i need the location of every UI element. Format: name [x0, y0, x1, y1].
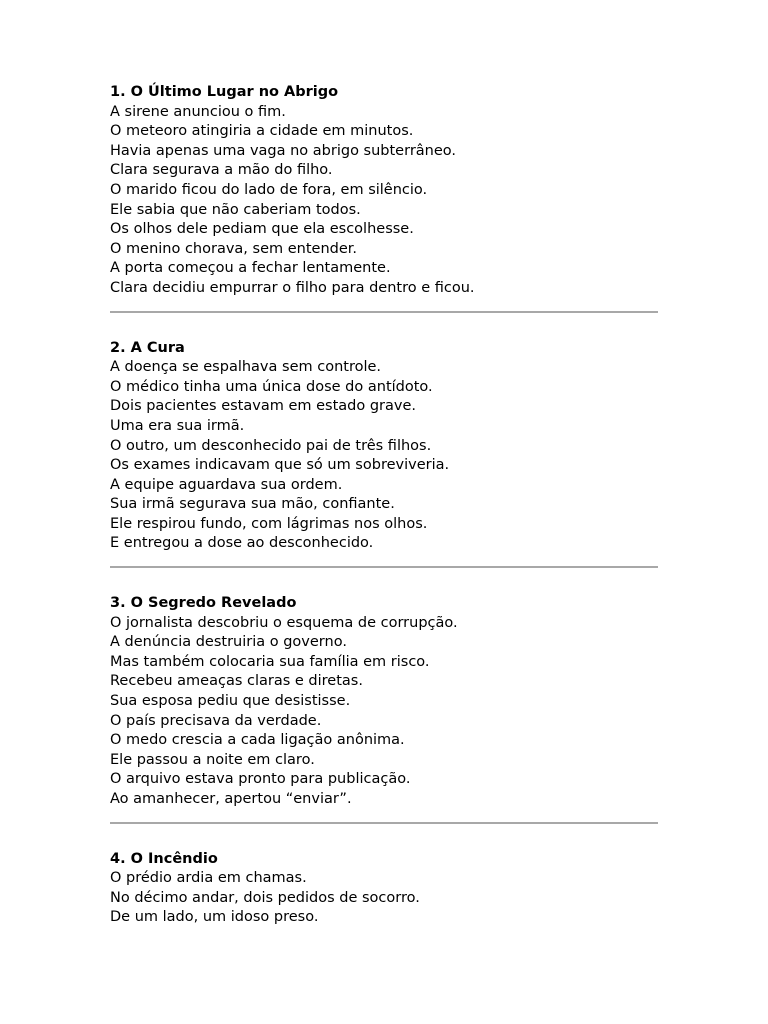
story-line: Os exames indicavam que só um sobreviveria. — [110, 457, 450, 474]
story-2 — [110, 339, 658, 555]
story-line: O menino chorava, sem entender. — [110, 240, 358, 257]
story-line: No décimo andar, dois pedidos de socorro. — [110, 889, 420, 906]
story-title: 1. O Último Lugar no Abrigo — [110, 84, 339, 100]
story-line: Dois pacientes estavam em estado grave. — [110, 398, 416, 415]
story-line: Havia apenas uma vaga no abrigo subterrâneo. — [110, 142, 456, 159]
story-line: O marido ficou do lado de fora, em silêncio. — [110, 181, 428, 198]
story-line: Ao amanhecer, apertou “enviar”. — [110, 791, 352, 807]
story-4 — [110, 850, 658, 928]
story-line: A sirene anunciou o fim. — [110, 103, 286, 120]
story-line: O medo crescia a cada ligação anônima. — [110, 732, 405, 749]
story-3 — [110, 594, 658, 810]
section-divider — [110, 822, 658, 824]
story-line: A denúncia destruiria o governo. — [110, 634, 347, 651]
story-line: Clara segurava a mão do filho. — [110, 162, 333, 179]
section-divider — [110, 566, 658, 568]
story-title: 4. O Incêndio — [110, 850, 218, 867]
story-line: A doença se espalhava sem controle. — [110, 359, 382, 376]
story-title: 2. A Cura — [110, 339, 185, 356]
story-line: A equipe aguardava sua ordem. — [110, 476, 343, 493]
story-line: Sua esposa pediu que desistisse. — [110, 693, 351, 710]
story-line: Clara decidiu empurrar o filho para dentro e ficou. — [110, 279, 475, 296]
story-line: O prédio ardia em chamas. — [110, 870, 307, 887]
story-title: 3. O Segredo Revelado — [110, 595, 297, 612]
story-line: O médico tinha uma única dose do antídoto. — [110, 378, 433, 395]
document-page — [110, 83, 658, 928]
story-line: Ele respirou fundo, com lágrimas nos olhos. — [110, 515, 428, 532]
story-line: Mas também colocaria sua família em risco. — [110, 653, 430, 670]
story-1 — [110, 83, 658, 299]
story-line: O outro, um desconhecido pai de três filhos. — [110, 437, 432, 454]
story-line: Recebeu ameaças claras e diretas. — [110, 673, 363, 690]
story-line: Sua irmã segurava sua mão, confiante. — [110, 496, 395, 513]
section-divider — [110, 311, 658, 313]
story-line: Os olhos dele pediam que ela escolhesse. — [110, 221, 414, 238]
story-line: O arquivo estava pronto para publicação. — [110, 771, 411, 788]
story-line: De um lado, um idoso preso. — [110, 909, 319, 926]
story-line: Uma era sua irmã. — [110, 417, 245, 434]
story-line: O jornalista descobriu o esquema de corrupção. — [110, 614, 458, 631]
story-line: Ele passou a noite em claro. — [110, 751, 315, 768]
story-line: O meteoro atingiria a cidade em minutos. — [110, 123, 414, 140]
story-line: E entregou a dose ao desconhecido. — [110, 535, 374, 552]
story-line: A porta começou a fechar lentamente. — [110, 260, 391, 277]
story-line: O país precisava da verdade. — [110, 712, 322, 729]
story-line: Ele sabia que não caberiam todos. — [110, 201, 361, 218]
